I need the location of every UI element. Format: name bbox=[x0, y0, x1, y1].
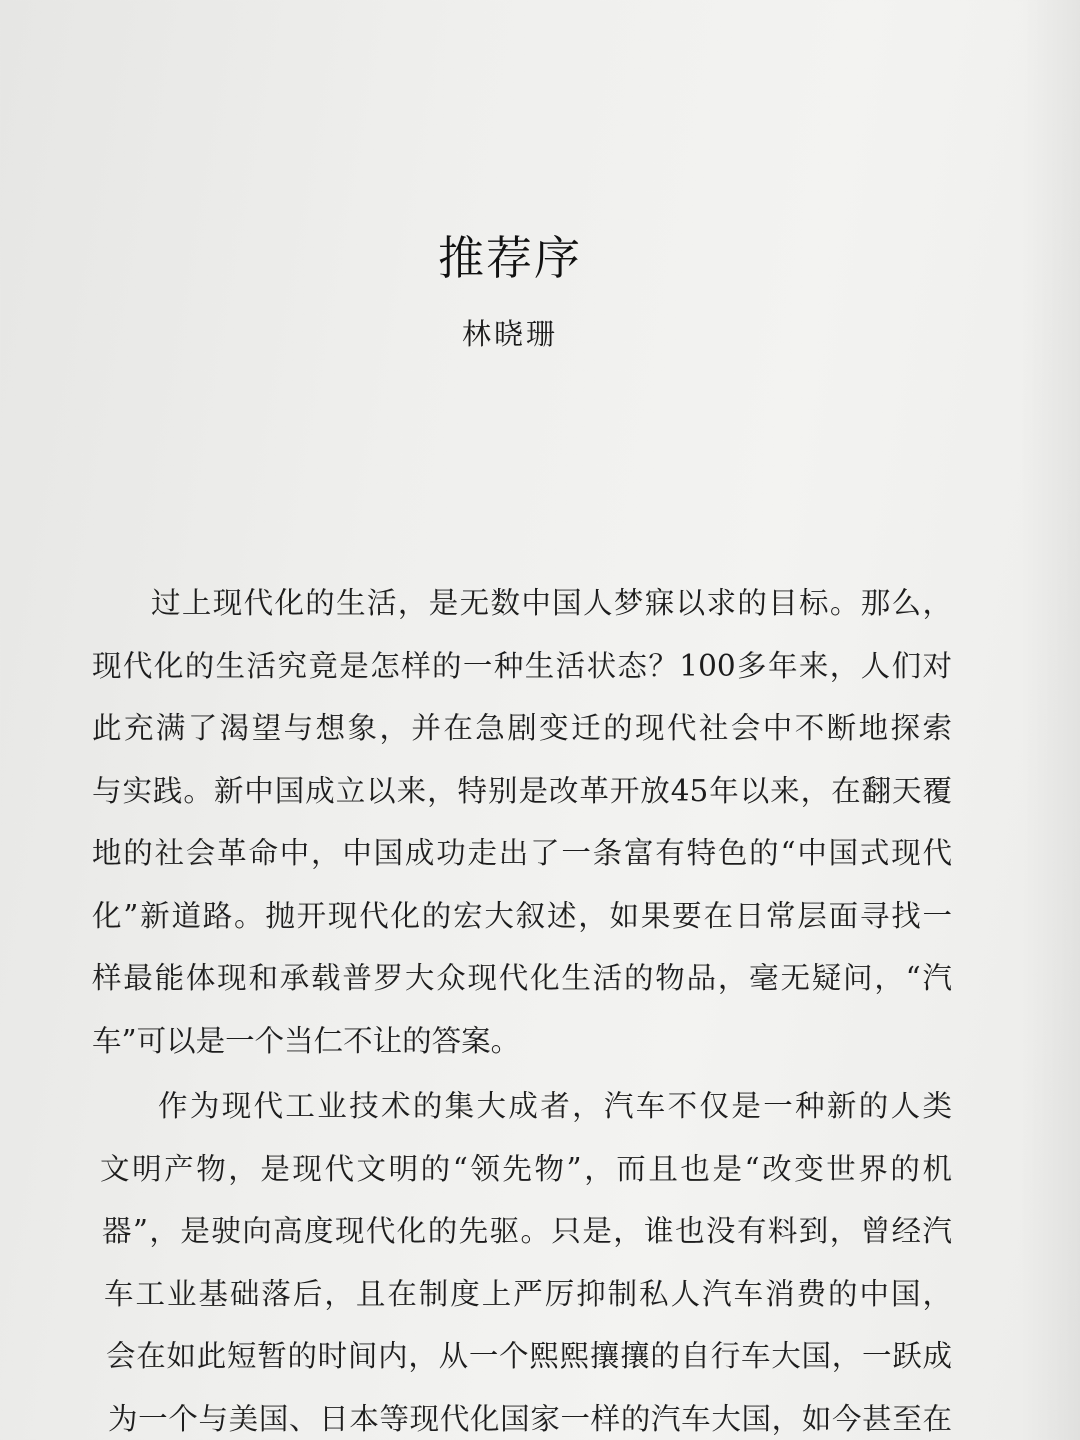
body-text bbox=[92, 572, 952, 1440]
paragraph-2 bbox=[92, 1075, 952, 1440]
page-edge-shadow bbox=[1020, 0, 1080, 1440]
text-line: 样最能体现和承载普罗大众现代化生活的物品，毫无疑问，“汽 bbox=[92, 961, 952, 995]
text-line: 化”新道路。抛开现代化的宏大叙述，如果要在日常层面寻找一 bbox=[92, 898, 952, 933]
text-line: 此充满了渴望与想象，并在急剧变迁的现代社会中不断地探索 bbox=[92, 711, 952, 745]
text-line: 文明产物，是现代文明的“领先物”，而且也是“改变世界的机 bbox=[100, 1151, 952, 1186]
page-title: 推荐序 bbox=[438, 231, 582, 285]
text-line: 作为现代工业技术的集大成者，汽车不仅是一种新的人类 bbox=[158, 1089, 952, 1123]
text-line: 过上现代化的生活，是无数中国人梦寐以求的目标。那么， bbox=[151, 586, 952, 620]
text-line: 与实践。新中国成立以来，特别是改革开放45年以来，在翻天覆 bbox=[92, 773, 952, 808]
paragraph-1 bbox=[92, 572, 952, 1072]
text-line: 器”，是驶向高度现代化的先驱。只是，谁也没有料到，曾经汽 bbox=[102, 1214, 952, 1248]
text-line: 现代化的生活究竟是怎样的一种生活状态？100多年来，人们对 bbox=[92, 648, 952, 683]
text-line: 车”可以是一个当仁不让的答案。 bbox=[92, 1023, 521, 1058]
text-line: 地的社会革命中，中国成功走出了一条富有特色的“中国式现代 bbox=[92, 836, 952, 870]
text-line: 为一个与美国、日本等现代化国家一样的汽车大国，如今甚至在 bbox=[108, 1401, 952, 1436]
author-name: 林晓珊 bbox=[461, 317, 558, 351]
text-line: 车工业基础落后，且在制度上严厉抑制私人汽车消费的中国， bbox=[104, 1276, 952, 1311]
text-line: 会在如此短暂的时间内，从一个熙熙攘攘的自行车大国，一跃成 bbox=[106, 1339, 952, 1373]
